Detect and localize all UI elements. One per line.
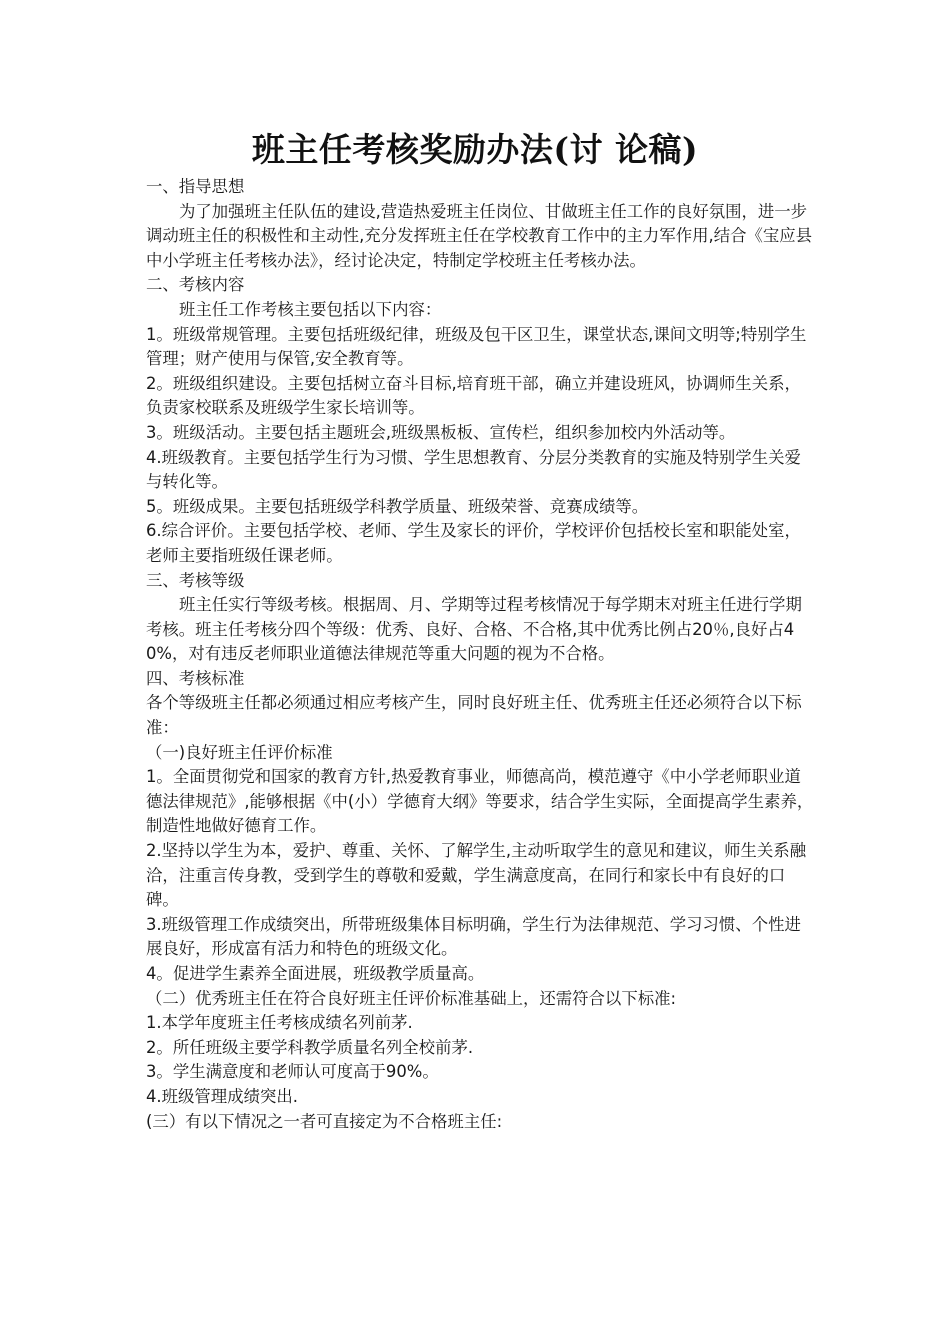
assessment-item-1: 1。班级常规管理。主要包括班级纪律，班级及包干区卫生，课堂状态,课间文明等;特别学生管理；财产使用与保管,安全教育等。 [146, 324, 807, 369]
section-heading-3: 三、考核等级 [146, 570, 245, 590]
excellent-standard-2: 2。所任班级主要学科教学质量名列全校前茅. [146, 1037, 474, 1057]
assessment-item-2: 2。班级组织建设。主要包括树立奋斗目标,培育班干部，确立并建设班风，协调师生关系，负责家校联系及班级学生家长培训等。 [146, 373, 801, 418]
document-title: 班主任考核奖励办法(讨 论稿) [251, 130, 699, 169]
subsection-unqualified-heading: (三）有以下情况之一者可直接定为不合格班主任: [146, 1111, 503, 1131]
grade-paragraph: 班主任实行等级考核。根据周、月、学期等过程考核情况于每学期末对班主任进行学期考核。班主任考核分四个等级：优秀、良好、合格、不合格,其中优秀比例占20％,良好占40%，对有违反老师职业道德法律规范等重大问题的视为不合格。 [146, 595, 802, 664]
subsection-excellent-heading: （二）优秀班主任在符合良好班主任评价标准基础上，还需符合以下标准: [146, 988, 677, 1008]
section-heading-1: 一、指导思想 [146, 177, 245, 196]
good-standard-1: 1。全面贯彻党和国家的教育方针,热爱教育事业，师德高尚，模范遵守《中小学老师职业道德法律规范》,能够根据《中(小）学德育大纲》等要求，结合学生实际，全面提高学生素养，制造性地做好德育工作。 [146, 767, 814, 836]
excellent-standard-1: 1.本学年度班主任考核成绩名列前茅. [146, 1013, 413, 1033]
good-standard-4: 4。促进学生素养全面进展，班级教学质量高。 [146, 964, 485, 983]
subsection-good-heading: （一)良好班主任评价标准 [146, 742, 333, 762]
assessment-intro: 班主任工作考核主要包括以下内容： [179, 299, 442, 319]
excellent-standard-4: 4.班级管理成绩突出. [146, 1086, 298, 1106]
document-body [146, 175, 814, 1134]
guiding-principle-paragraph: 为了加强班主任队伍的建设,营造热爱班主任岗位、甘做班主任工作的良好氛围，进一步调动班主任的积极性和主动性,充分发挥班主任在学校教育工作中的主力军作用,结合《宝应县中小学班主任考核办法》，经讨论决定，特制定学校班主任考核办法。 [146, 201, 813, 270]
good-standard-2: 2.坚持以学生为本，爱护、尊重、关怀、了解学生,主动听取学生的意见和建议，师生关系融洽，注重言传身教，受到学生的尊敬和爱戴，学生满意度高，在同行和家长中有良好的口碑。 [146, 841, 807, 910]
good-standard-3: 3.班级管理工作成绩突出，所带班级集体目标明确，学生行为法律规范、学习习惯、个性进展良好，形成富有活力和特色的班级文化。 [146, 914, 801, 959]
excellent-standard-3: 3。学生满意度和老师认可度高于90%。 [146, 1062, 439, 1082]
assessment-item-3: 3。班级活动。主要包括主题班会,班级黑板板、宣传栏，组织参加校内外活动等。 [146, 422, 736, 442]
assessment-item-4: 4.班级教育。主要包括学生行为习惯、学生思想教育、分层分类教育的实施及特别学生关爱与转化等。 [146, 447, 801, 492]
assessment-item-6: 6.综合评价。主要包括学校、老师、学生及家长的评价，学校评价包括校长室和职能处室，老师主要指班级任课老师。 [146, 521, 801, 565]
section-heading-4: 四、考核标准 [146, 668, 245, 688]
section-heading-2: 二、考核内容 [146, 275, 245, 295]
assessment-item-5: 5。班级成果。主要包括班级学科教学质量、班级荣誉、竞赛成绩等。 [146, 496, 649, 516]
standards-intro: 各个等级班主任都必须通过相应考核产生，同时良好班主任、优秀班主任还必须符合以下标准： [146, 693, 802, 738]
